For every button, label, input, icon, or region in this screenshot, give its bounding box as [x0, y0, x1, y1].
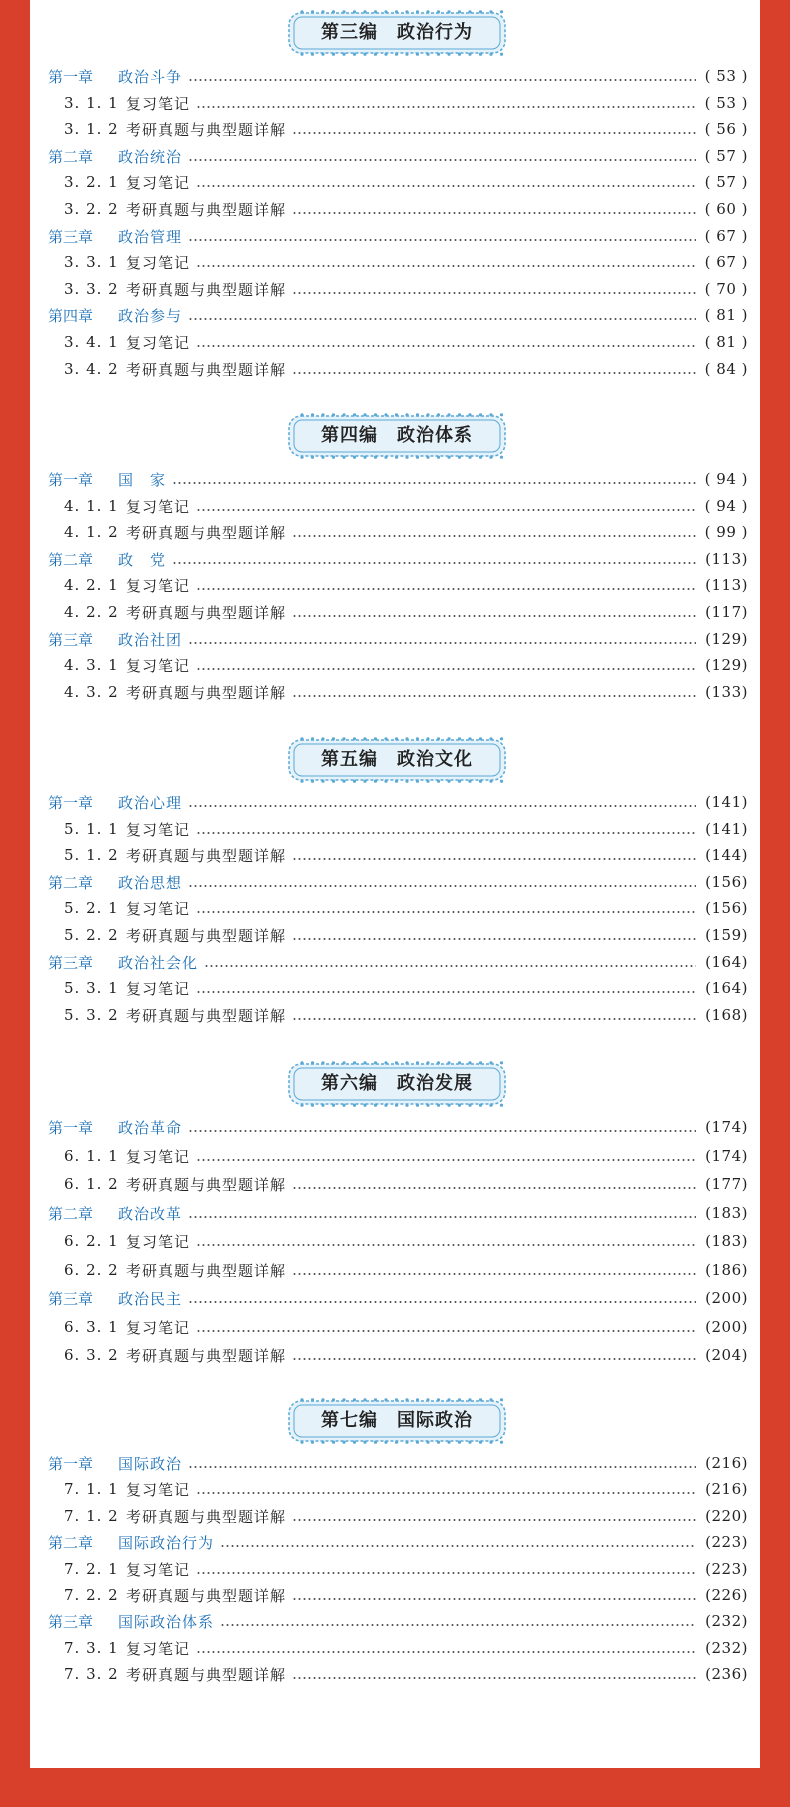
page-number: (223): [705, 1560, 748, 1578]
chapter-title: 国际政治: [118, 1454, 183, 1473]
dot-leader: [172, 562, 696, 564]
page-number: (129): [705, 630, 748, 648]
section-entry[interactable]: [48, 1258, 748, 1282]
section-entry[interactable]: [48, 277, 748, 301]
section-title: 复习笔记: [126, 899, 191, 918]
page-number: ( 57 ): [704, 173, 748, 191]
section-entry[interactable]: [48, 1003, 748, 1027]
chapter-title: 国际政治体系: [118, 1612, 215, 1631]
section-entry[interactable]: [48, 357, 748, 381]
dot-leader: [196, 991, 696, 993]
section-number: 7. 2. 2: [64, 1586, 119, 1604]
section-number: 4. 2. 1: [64, 576, 119, 594]
chapter-number: 第二章: [48, 873, 94, 892]
section-title: 考研真题与典型题详解: [126, 1175, 287, 1194]
page-number: (216): [705, 1454, 748, 1472]
chapter-entry[interactable]: [48, 144, 748, 168]
page-number: (232): [705, 1639, 748, 1657]
page-number: (164): [705, 979, 748, 997]
page-number: (204): [705, 1346, 748, 1364]
section-title: 复习笔记: [126, 1147, 191, 1166]
page-number: ( 57 ): [704, 147, 748, 165]
page-number: (164): [705, 953, 748, 971]
page-number: (113): [705, 550, 748, 568]
section-title: 考研真题与典型题详解: [126, 1346, 287, 1365]
page-number: (200): [705, 1318, 748, 1336]
chapter-number: 第三章: [48, 1289, 94, 1308]
page-number: (174): [705, 1147, 748, 1165]
section-number: 6. 3. 1: [64, 1318, 119, 1336]
page-number: (200): [705, 1289, 748, 1307]
dot-leader: [196, 588, 696, 590]
section-number: 4. 3. 1: [64, 656, 119, 674]
part-header: [286, 10, 508, 56]
dot-leader: [292, 1018, 696, 1020]
section-title: 复习笔记: [126, 173, 191, 192]
section-title: 考研真题与典型题详解: [126, 1006, 287, 1025]
chapter-entry[interactable]: [48, 790, 748, 814]
dot-leader: [292, 132, 696, 134]
section-number: 3. 1. 1: [64, 94, 119, 112]
chapter-entry[interactable]: [48, 870, 748, 894]
chapter-number: 第四章: [48, 306, 94, 325]
chapter-title: 政治革命: [118, 1118, 183, 1137]
section-title: 复习笔记: [126, 333, 191, 352]
part-header: [286, 413, 508, 459]
page-number: (168): [705, 1006, 748, 1024]
section-number: 5. 3. 2: [64, 1006, 119, 1024]
section-title: 考研真题与典型题详解: [126, 280, 287, 299]
page-number: ( 67 ): [704, 253, 748, 271]
section-number: 6. 1. 1: [64, 1147, 119, 1165]
section-entry[interactable]: [48, 520, 748, 544]
section-title: 考研真题与典型题详解: [126, 846, 287, 865]
section-title: 考研真题与典型题详解: [126, 523, 287, 542]
chapter-title: 政 党: [118, 550, 167, 569]
section-entry[interactable]: [48, 843, 748, 867]
dot-leader: [292, 372, 696, 374]
chapter-number: 第一章: [48, 470, 94, 489]
dot-leader: [196, 911, 696, 913]
section-entry[interactable]: [48, 330, 748, 354]
section-title: 考研真题与典型题详解: [126, 683, 287, 702]
dot-leader: [196, 509, 696, 511]
section-number: 4. 3. 2: [64, 683, 119, 701]
chapter-number: 第三章: [48, 630, 94, 649]
section-title: 复习笔记: [126, 1480, 191, 1499]
chapter-title: 政治民主: [118, 1289, 183, 1308]
section-number: 7. 1. 1: [64, 1480, 119, 1498]
section-number: 3. 2. 1: [64, 173, 119, 191]
chapter-entry[interactable]: [48, 1286, 748, 1310]
section-number: 6. 3. 2: [64, 1346, 119, 1364]
section-entry[interactable]: [48, 1636, 748, 1660]
chapter-entry[interactable]: [48, 627, 748, 651]
page-number: (177): [705, 1175, 748, 1193]
chapter-number: 第三章: [48, 953, 94, 972]
section-title: 复习笔记: [126, 656, 191, 675]
section-title: 考研真题与典型题详解: [126, 1586, 287, 1605]
dot-leader: [220, 1624, 696, 1626]
section-entry[interactable]: [48, 1144, 748, 1168]
part-header: [286, 1061, 508, 1107]
section-number: 4. 2. 2: [64, 603, 119, 621]
section-number: 3. 3. 2: [64, 280, 119, 298]
page-number: (129): [705, 656, 748, 674]
section-entry[interactable]: [48, 1583, 748, 1607]
chapter-entry[interactable]: [48, 547, 748, 571]
section-entry[interactable]: [48, 1557, 748, 1581]
page-number: ( 81 ): [704, 306, 748, 324]
section-title: 考研真题与典型题详解: [126, 1665, 287, 1684]
chapter-number: 第一章: [48, 67, 94, 86]
chapter-title: 政治社会化: [118, 953, 199, 972]
section-number: 7. 2. 1: [64, 1560, 119, 1578]
dot-leader: [220, 1545, 696, 1547]
dot-leader: [188, 1130, 696, 1132]
section-title: 复习笔记: [126, 253, 191, 272]
dot-leader: [188, 79, 696, 81]
chapter-number: 第二章: [48, 1204, 94, 1223]
section-entry[interactable]: [48, 494, 748, 518]
page-number: (117): [705, 603, 748, 621]
section-entry[interactable]: [48, 923, 748, 947]
section-entry[interactable]: [48, 1504, 748, 1528]
toc-page: [30, 0, 760, 1768]
section-entry[interactable]: [48, 1477, 748, 1501]
chapter-title: 国 家: [118, 470, 167, 489]
dot-leader: [292, 1273, 696, 1275]
part-title: 第六编 政治发展: [321, 1073, 473, 1094]
chapter-entry[interactable]: [48, 467, 748, 491]
page-number: (144): [705, 846, 748, 864]
section-title: 考研真题与典型题详解: [126, 1507, 287, 1526]
dot-leader: [196, 1651, 696, 1653]
chapter-title: 政治改革: [118, 1204, 183, 1223]
section-number: 3. 2. 2: [64, 200, 119, 218]
page-number: (183): [705, 1232, 748, 1250]
chapter-title: 政治社团: [118, 630, 183, 649]
dot-leader: [196, 265, 696, 267]
page-number: (232): [705, 1612, 748, 1630]
chapter-entry[interactable]: [48, 1201, 748, 1225]
chapter-entry[interactable]: [48, 1115, 748, 1139]
chapter-number: 第一章: [48, 793, 94, 812]
section-entry[interactable]: [48, 817, 748, 841]
section-title: 复习笔记: [126, 820, 191, 839]
chapter-entry[interactable]: [48, 1609, 748, 1633]
chapter-title: 政治心理: [118, 793, 183, 812]
dot-leader: [188, 1466, 696, 1468]
dot-leader: [292, 858, 696, 860]
section-number: 3. 4. 2: [64, 360, 119, 378]
chapter-number: 第一章: [48, 1454, 94, 1473]
chapter-number: 第二章: [48, 550, 94, 569]
chapter-number: 第三章: [48, 1612, 94, 1631]
page-number: ( 60 ): [704, 200, 748, 218]
dot-leader: [188, 159, 696, 161]
page-number: (156): [705, 899, 748, 917]
section-number: 3. 1. 2: [64, 120, 119, 138]
dot-leader: [292, 615, 696, 617]
section-title: 复习笔记: [126, 576, 191, 595]
section-number: 3. 3. 1: [64, 253, 119, 271]
chapter-title: 政治管理: [118, 227, 183, 246]
dot-leader: [188, 885, 696, 887]
part-title: 第三编 政治行为: [321, 22, 473, 43]
page-number: (141): [705, 820, 748, 838]
dot-leader: [172, 482, 696, 484]
section-number: 5. 2. 1: [64, 899, 119, 917]
section-entry[interactable]: [48, 976, 748, 1000]
chapter-entry[interactable]: [48, 1451, 748, 1475]
page-number: (186): [705, 1261, 748, 1279]
section-number: 6. 2. 2: [64, 1261, 119, 1279]
dot-leader: [292, 1598, 696, 1600]
section-number: 4. 1. 2: [64, 523, 119, 541]
part-header: [286, 1398, 508, 1444]
section-entry[interactable]: [48, 653, 748, 677]
section-title: 复习笔记: [126, 1232, 191, 1251]
dot-leader: [292, 1519, 696, 1521]
page-number: ( 53 ): [704, 94, 748, 112]
page-number: (220): [705, 1507, 748, 1525]
section-entry[interactable]: [48, 1172, 748, 1196]
section-entry[interactable]: [48, 117, 748, 141]
page-number: (223): [705, 1533, 748, 1551]
chapter-title: 政治统治: [118, 147, 183, 166]
page-number: ( 70 ): [704, 280, 748, 298]
section-number: 6. 1. 2: [64, 1175, 119, 1193]
chapter-entry[interactable]: [48, 303, 748, 327]
chapter-title: 政治斗争: [118, 67, 183, 86]
section-number: 5. 1. 2: [64, 846, 119, 864]
part-header: [286, 737, 508, 783]
section-number: 6. 2. 1: [64, 1232, 119, 1250]
page-number: (174): [705, 1118, 748, 1136]
section-entry[interactable]: [48, 1343, 748, 1367]
section-number: 7. 1. 2: [64, 1507, 119, 1525]
page-number: ( 99 ): [704, 523, 748, 541]
page-number: ( 84 ): [704, 360, 748, 378]
page-number: (159): [705, 926, 748, 944]
page-number: (226): [705, 1586, 748, 1604]
section-number: 7. 3. 1: [64, 1639, 119, 1657]
chapter-number: 第二章: [48, 1533, 94, 1552]
section-title: 复习笔记: [126, 1560, 191, 1579]
dot-leader: [196, 1330, 696, 1332]
dot-leader: [292, 292, 696, 294]
section-title: 考研真题与典型题详解: [126, 120, 287, 139]
dot-leader: [196, 185, 696, 187]
chapter-entry[interactable]: [48, 1530, 748, 1554]
section-title: 考研真题与典型题详解: [126, 926, 287, 945]
chapter-number: 第一章: [48, 1118, 94, 1137]
dot-leader: [292, 212, 696, 214]
dot-leader: [292, 938, 696, 940]
dot-leader: [292, 695, 696, 697]
section-entry[interactable]: [48, 1662, 748, 1686]
section-title: 考研真题与典型题详解: [126, 360, 287, 379]
chapter-entry[interactable]: [48, 224, 748, 248]
dot-leader: [188, 1216, 696, 1218]
page-number: ( 94 ): [704, 497, 748, 515]
section-entry[interactable]: [48, 250, 748, 274]
dot-leader: [196, 106, 696, 108]
section-number: 7. 3. 2: [64, 1665, 119, 1683]
page-number: ( 56 ): [704, 120, 748, 138]
dot-leader: [196, 832, 696, 834]
section-entry[interactable]: [48, 197, 748, 221]
dot-leader: [188, 318, 696, 320]
dot-leader: [292, 1187, 696, 1189]
page-number: ( 53 ): [704, 67, 748, 85]
section-title: 考研真题与典型题详解: [126, 603, 287, 622]
chapter-title: 国际政治行为: [118, 1533, 215, 1552]
chapter-title: 政治参与: [118, 306, 183, 325]
part-title: 第七编 国际政治: [321, 1410, 473, 1431]
dot-leader: [292, 1677, 696, 1679]
section-entry[interactable]: [48, 573, 748, 597]
section-title: 考研真题与典型题详解: [126, 1261, 287, 1280]
section-number: 5. 2. 2: [64, 926, 119, 944]
page-number: ( 81 ): [704, 333, 748, 351]
section-entry[interactable]: [48, 896, 748, 920]
section-number: 5. 3. 1: [64, 979, 119, 997]
dot-leader: [188, 239, 696, 241]
dot-leader: [196, 1159, 696, 1161]
dot-leader: [204, 965, 696, 967]
section-title: 考研真题与典型题详解: [126, 200, 287, 219]
dot-leader: [292, 535, 696, 537]
section-entry[interactable]: [48, 680, 748, 704]
section-entry[interactable]: [48, 1229, 748, 1253]
dot-leader: [196, 1572, 696, 1574]
dot-leader: [188, 642, 696, 644]
section-entry[interactable]: [48, 1315, 748, 1339]
dot-leader: [196, 1492, 696, 1494]
page-number: (183): [705, 1204, 748, 1222]
dot-leader: [196, 668, 696, 670]
dot-leader: [188, 1301, 696, 1303]
page-number: (133): [705, 683, 748, 701]
dot-leader: [196, 345, 696, 347]
section-title: 复习笔记: [126, 1639, 191, 1658]
section-title: 复习笔记: [126, 979, 191, 998]
section-entry[interactable]: [48, 600, 748, 624]
chapter-number: 第二章: [48, 147, 94, 166]
chapter-title: 政治思想: [118, 873, 183, 892]
dot-leader: [292, 1358, 696, 1360]
page-number: (216): [705, 1480, 748, 1498]
page-number: (156): [705, 873, 748, 891]
section-entry[interactable]: [48, 91, 748, 115]
dot-leader: [196, 1244, 696, 1246]
section-title: 复习笔记: [126, 1318, 191, 1337]
page-number: (141): [705, 793, 748, 811]
section-entry[interactable]: [48, 170, 748, 194]
chapter-number: 第三章: [48, 227, 94, 246]
part-title: 第四编 政治体系: [321, 425, 473, 446]
page-number: ( 67 ): [704, 227, 748, 245]
section-number: 3. 4. 1: [64, 333, 119, 351]
section-number: 4. 1. 1: [64, 497, 119, 515]
page-number: ( 94 ): [704, 470, 748, 488]
section-number: 5. 1. 1: [64, 820, 119, 838]
chapter-entry[interactable]: [48, 950, 748, 974]
chapter-entry[interactable]: [48, 64, 748, 88]
section-title: 复习笔记: [126, 94, 191, 113]
dot-leader: [188, 805, 696, 807]
part-title: 第五编 政治文化: [321, 749, 473, 770]
section-title: 复习笔记: [126, 497, 191, 516]
page-number: (236): [705, 1665, 748, 1683]
page-number: (113): [705, 576, 748, 594]
